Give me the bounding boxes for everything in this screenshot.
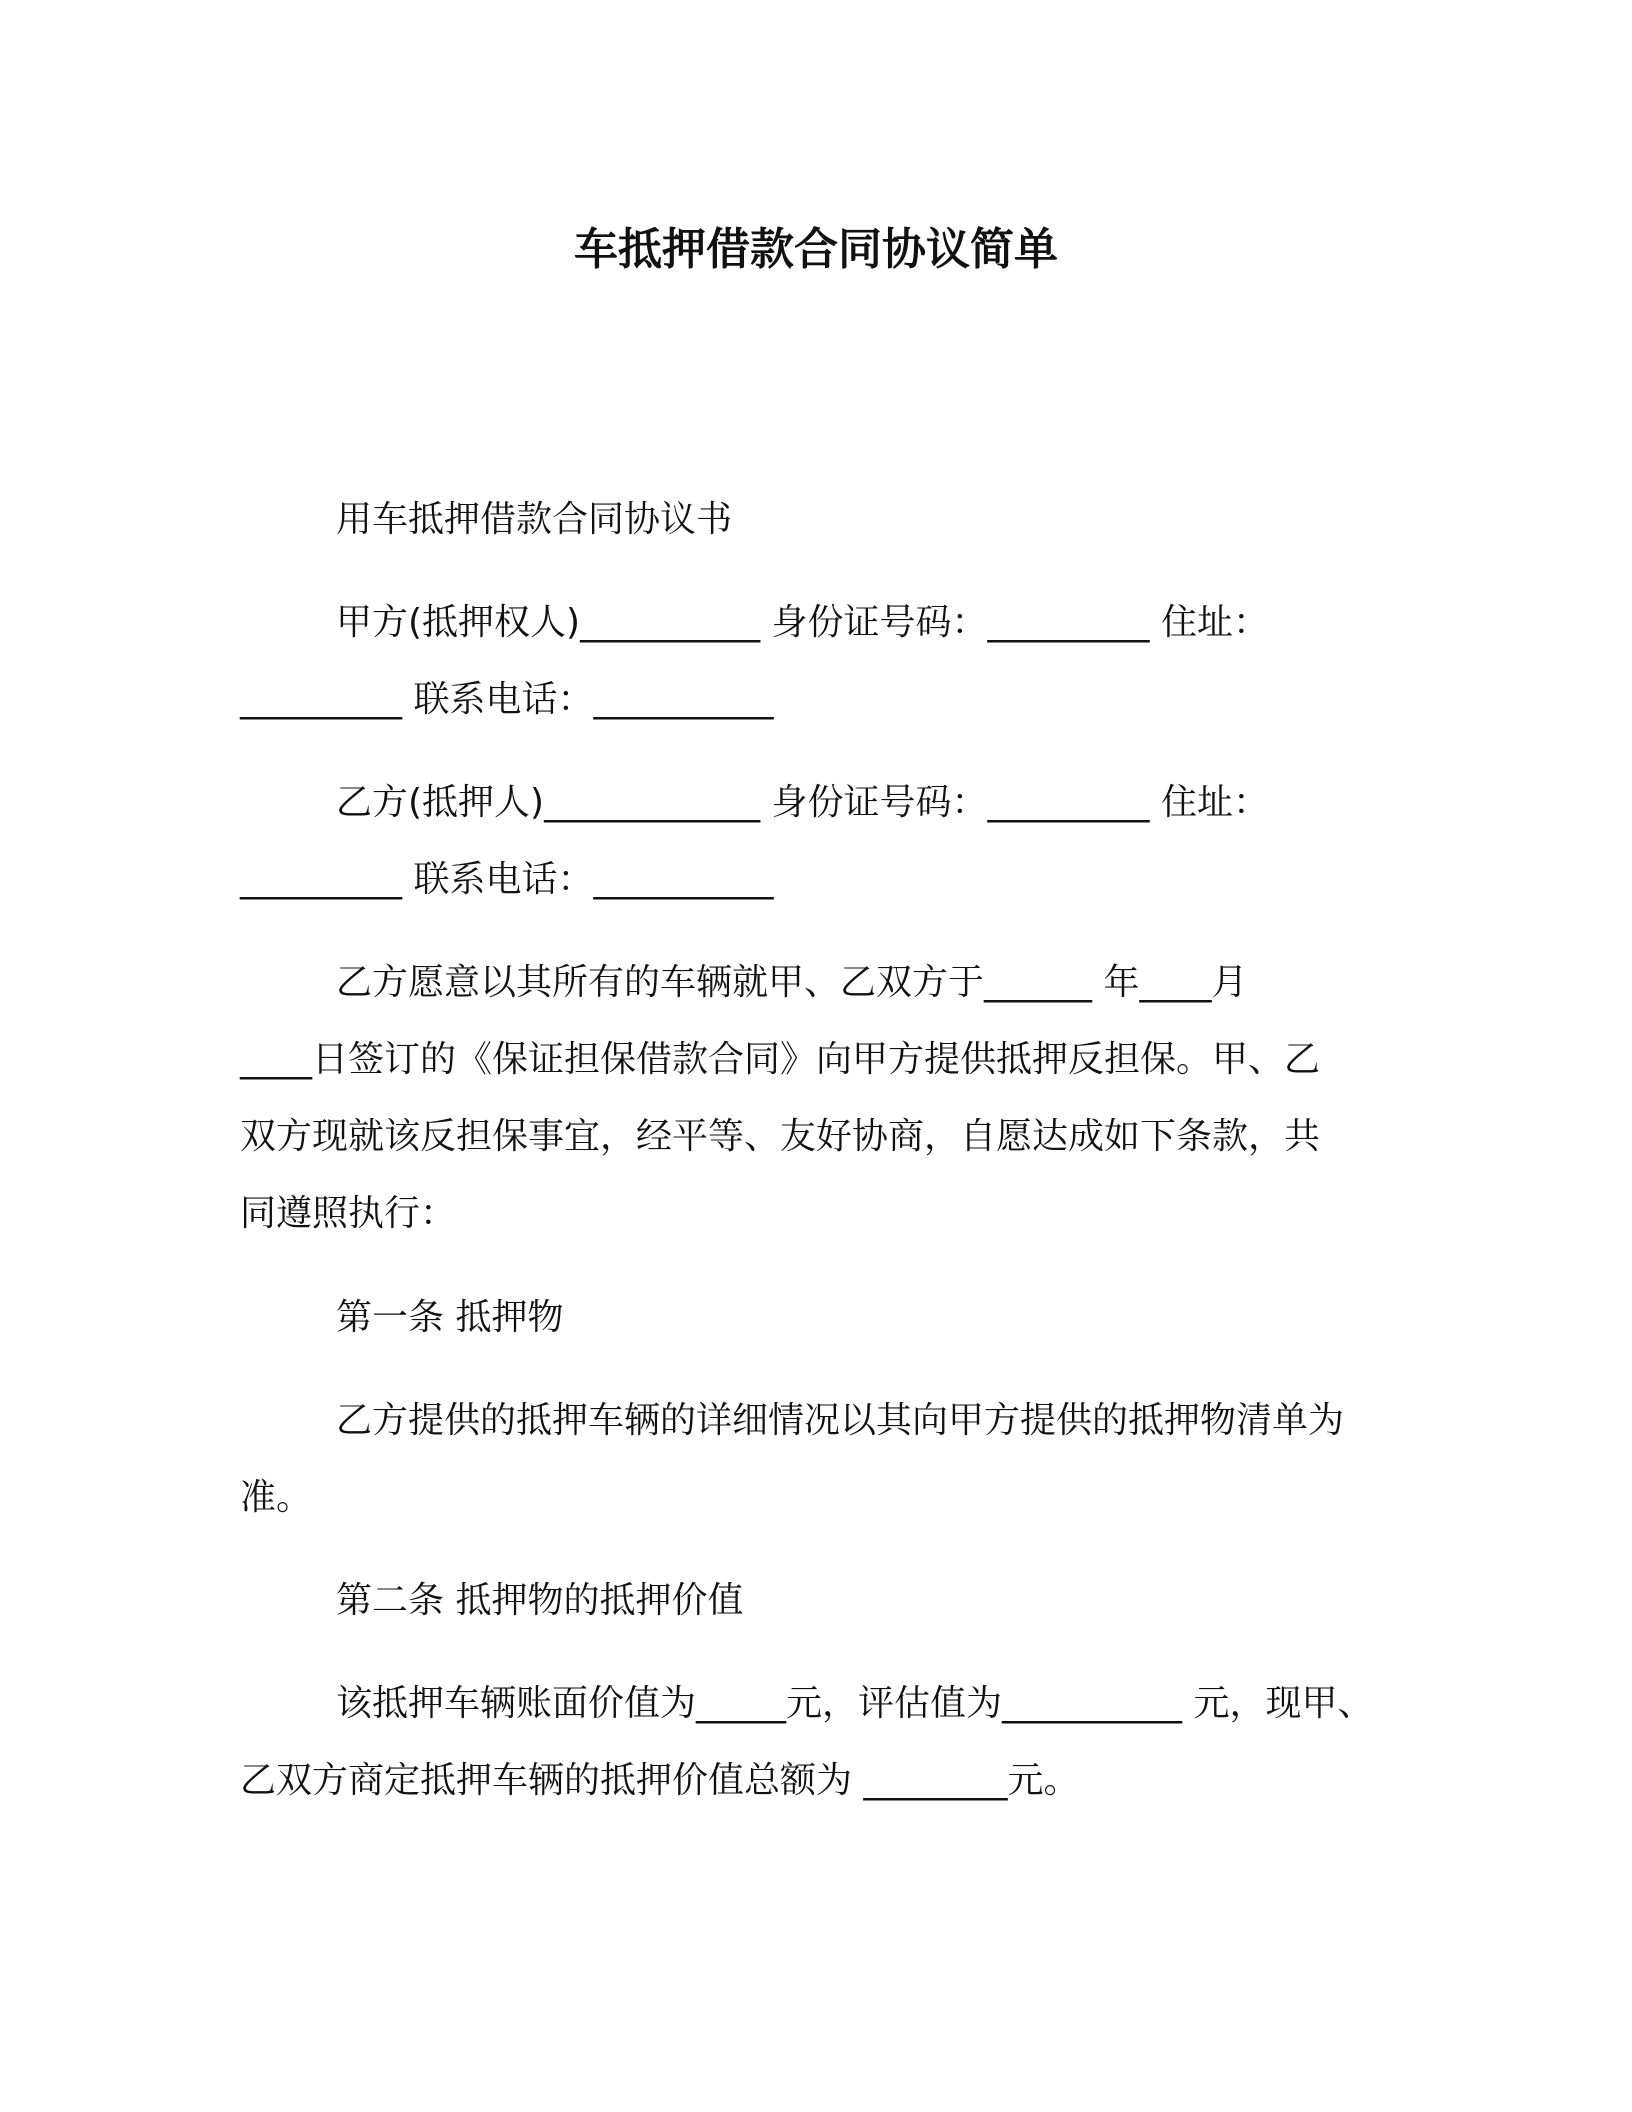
party-b-line-1: 乙方(抵押人)____________ 身份证号码：_________ 住址： <box>336 782 1269 823</box>
party-a-line-1: 甲方(抵押权人)__________ 身份证号码：_________ 住址： <box>336 602 1269 643</box>
preamble-line-4: 同遵照执行： <box>240 1193 457 1234</box>
article-1-line-2: 准。 <box>240 1477 313 1518</box>
article-1-heading: 第一条 抵押物 <box>336 1297 564 1338</box>
preamble-line-3: 双方现就该反担保事宜，经平等、友好协商，自愿达成如下条款，共 <box>240 1116 1321 1157</box>
party-a-line-2: _________ 联系电话：__________ <box>240 679 774 720</box>
party-b-paragraph <box>240 764 1420 918</box>
party-b-line-2: _________ 联系电话：__________ <box>240 859 774 900</box>
document-subtitle: 用车抵押借款合同协议书 <box>336 499 733 540</box>
article-1-line-1: 乙方提供的抵押车辆的详细情况以其向甲方提供的抵押物清单为 <box>336 1400 1345 1441</box>
article-1-paragraph <box>240 1382 1420 1536</box>
article-2-line-2: 乙双方商定抵押车辆的抵押价值总额为 ________元。 <box>240 1760 1080 1801</box>
preamble-line-1: 乙方愿意以其所有的车辆就甲、乙双方于______ 年____月 <box>336 962 1248 1003</box>
article-1-heading-paragraph <box>240 1279 1420 1356</box>
document-subtitle-paragraph <box>240 481 1420 558</box>
article-2-heading: 第二条 抵押物的抵押价值 <box>336 1580 744 1621</box>
article-2-heading-paragraph <box>240 1562 1420 1639</box>
article-2-line-1: 该抵押车辆账面价值为_____元，评估值为__________ 元，现甲、 <box>336 1683 1374 1724</box>
preamble-paragraph <box>240 944 1420 1252</box>
preamble-line-2: ____日签订的《保证担保借款合同》向甲方提供抵押反担保。甲、乙 <box>240 1039 1321 1080</box>
party-a-paragraph <box>240 584 1420 738</box>
article-2-paragraph <box>240 1665 1420 1819</box>
document-title: 车抵押借款合同协议简单 <box>574 224 1058 275</box>
